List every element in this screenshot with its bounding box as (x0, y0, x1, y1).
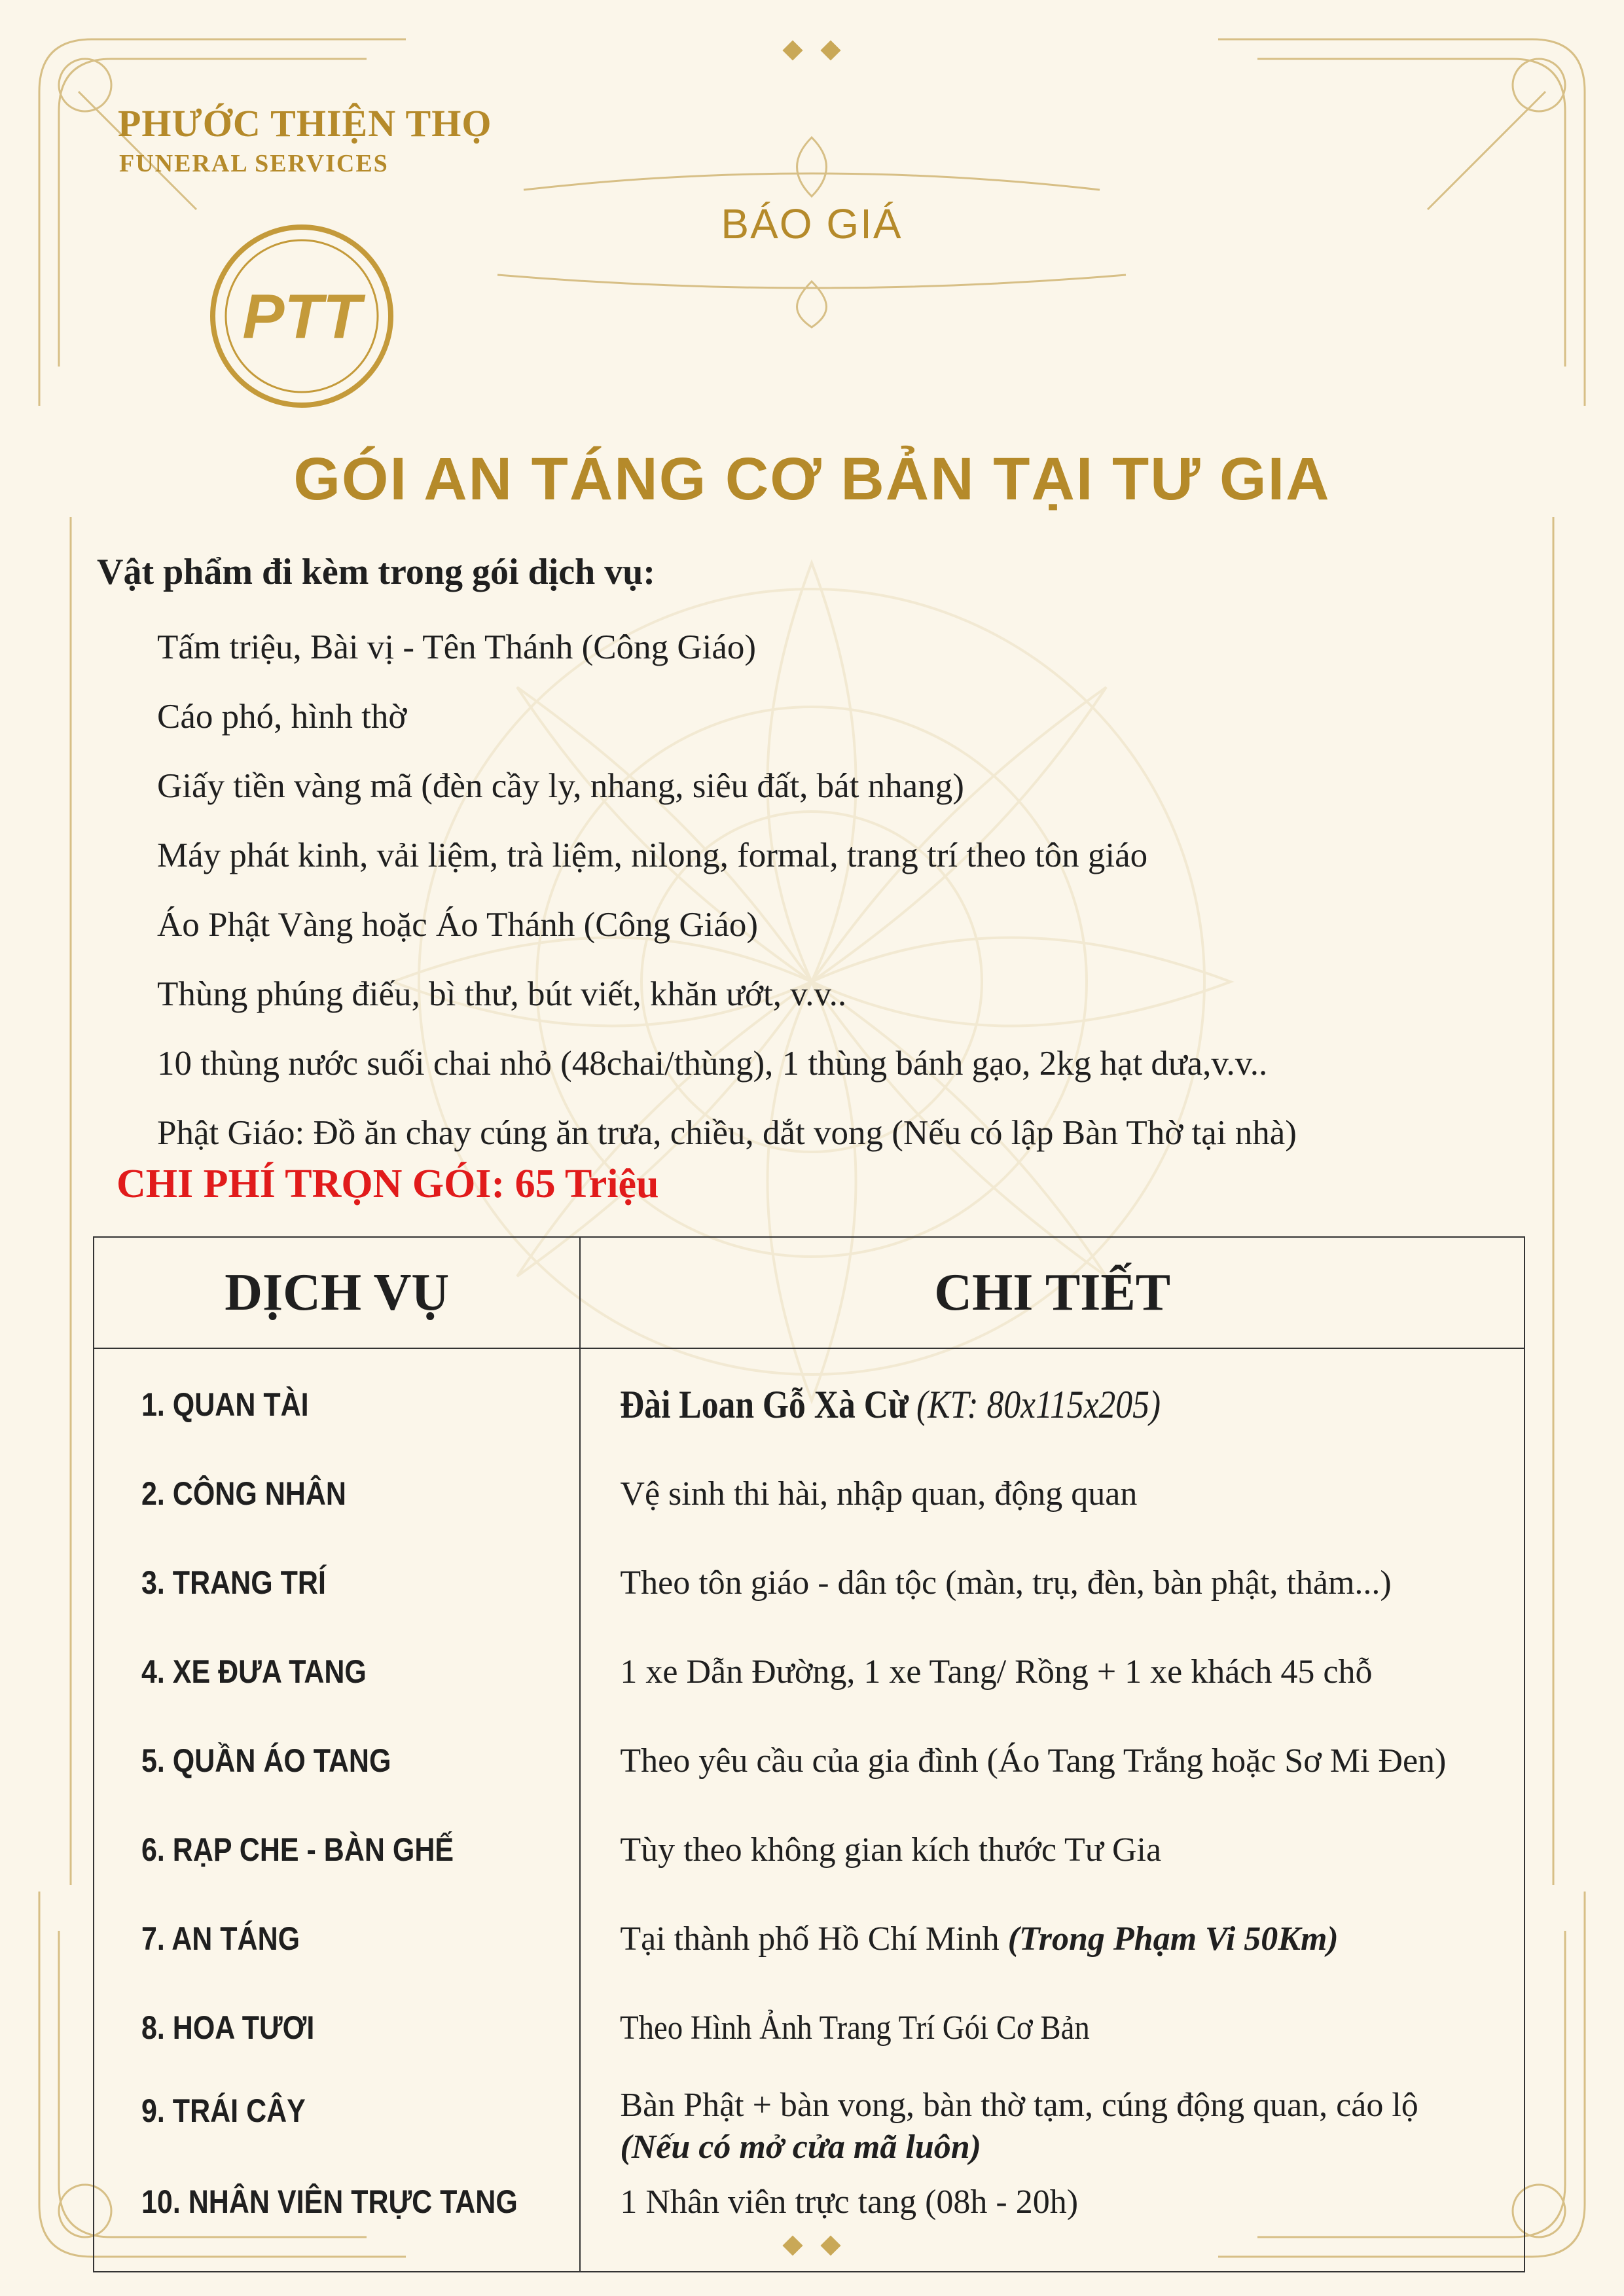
list-item: Giấy tiền vàng mã (đèn cầy ly, nhang, siêu đất, bát nhang) (157, 767, 964, 805)
service-name: 10. NHÂN VIÊN TRỰC TANG (141, 2183, 518, 2220)
table-row (94, 1716, 1525, 1805)
table-row (94, 1538, 1525, 1627)
logo-text: PTT (242, 281, 361, 351)
list-item: Phật Giáo: Đồ ăn chay cúng ăn trưa, chiều, dắt vong (Nếu có lập Bàn Thờ tại nhà) (157, 1114, 1297, 1152)
header-detail: CHI TIẾT (580, 1237, 1525, 1348)
brand-subtitle: FUNERAL SERVICES (119, 150, 389, 177)
brand-name: PHƯỚC THIỆN THỌ (118, 102, 492, 145)
detail: Theo Hình Ảnh Trang Trí Gói Cơ Bản (620, 2009, 1091, 2047)
detail-bold: Đài Loan Gỗ Xà Cừ (620, 1382, 909, 1426)
list-item: 10 thùng nước suối chai nhỏ (48chai/thùng), 1 thùng bánh gạo, 2kg hạt dưa,v.v.. (157, 1045, 1268, 1083)
list-item: Cáo phó, hình thờ (157, 698, 407, 736)
service-name: 4. XE ĐƯA TANG (141, 1653, 367, 1690)
items-heading: Vật phẩm đi kèm trong gói dịch vụ: (97, 552, 656, 592)
list-item: Thùng phúng điếu, bì thư, bút viết, khăn ướt, v.v.. (157, 975, 847, 1013)
brand-block (118, 102, 492, 178)
header-service: DỊCH VỤ (94, 1237, 580, 1348)
service-name: 2. CÔNG NHÂN (141, 1475, 346, 1512)
table-row (94, 1983, 1525, 2072)
package-title: GÓI AN TÁNG CƠ BẢN TẠI TƯ GIA (293, 446, 1331, 512)
table-row (94, 2180, 1525, 2272)
table-header-row (94, 1237, 1525, 1348)
list-item: Máy phát kinh, vải liệm, trà liệm, nilong, formal, trang trí theo tôn giáo (157, 836, 1148, 874)
service-name: 3. TRANG TRÍ (141, 1564, 326, 1601)
table-row (94, 2072, 1525, 2180)
detail: Tại thành phố Hồ Chí Minh (620, 1920, 1000, 1958)
detail: Tùy theo không gian kích thước Tư Gia (580, 1805, 1525, 1894)
detail: Theo yêu cầu của gia đình (Áo Tang Trắng hoặc Sơ Mi Đen) (580, 1716, 1525, 1805)
table-row (94, 1627, 1525, 1716)
table-row (94, 1449, 1525, 1538)
quote-label: BÁO GIÁ (721, 200, 903, 247)
list-item: Áo Phật Vàng hoặc Áo Thánh (Công Giáo) (157, 906, 759, 944)
service-name: 9. TRÁI CÂY (141, 2092, 306, 2129)
service-name: 5. QUẦN ÁO TANG (141, 1742, 391, 1779)
detail: 1 Nhân viên trực tang (08h - 20h) (580, 2180, 1525, 2272)
service-name: 6. RẠP CHE - BÀN GHẾ (141, 1831, 454, 1868)
service-name: 7. AN TÁNG (141, 1920, 300, 1957)
detail-note: (Nếu có mở cửa mã luôn) (620, 2128, 981, 2166)
detail-italic: (KT: 80x115x205) (916, 1382, 1161, 1426)
list-item: Tấm triệu, Bài vị - Tên Thánh (Công Giáo) (157, 628, 757, 666)
service-name: 1. QUAN TÀI (141, 1386, 309, 1423)
detail: Theo tôn giáo - dân tộc (màn, trụ, đèn, bàn phật, thảm...) (580, 1538, 1525, 1627)
services-table (93, 1236, 1525, 2272)
detail: Bàn Phật + bàn vong, bàn thờ tạm, cúng động quan, cáo lộ (620, 2086, 1418, 2124)
service-name: 8. HOA TƯƠI (141, 2009, 315, 2046)
detail: 1 xe Dẫn Đường, 1 xe Tang/ Rồng + 1 xe khách 45 chỗ (580, 1627, 1525, 1716)
detail: Vệ sinh thi hài, nhập quan, động quan (580, 1449, 1525, 1538)
package-price: CHI PHÍ TRỌN GÓI: 65 Triệu (117, 1162, 659, 1206)
table-row (94, 1348, 1525, 1449)
table-row (94, 1805, 1525, 1894)
detail-note: (Trong Phạm Vi 50Km) (1007, 1920, 1339, 1958)
table-row (94, 1894, 1525, 1983)
ptt-logo (208, 223, 395, 410)
included-items-list (157, 613, 1297, 1168)
